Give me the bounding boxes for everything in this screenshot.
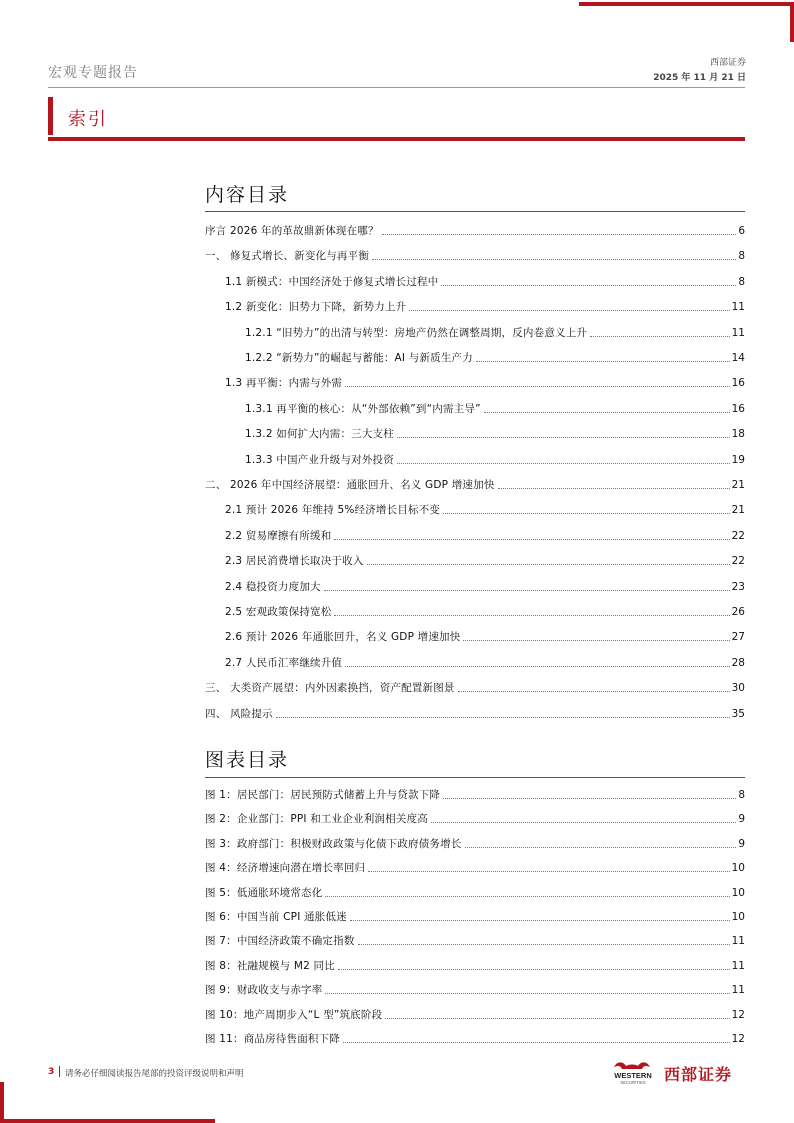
dot-leader (385, 1018, 729, 1019)
dot-leader (324, 590, 730, 591)
dot-leader (367, 564, 730, 565)
corner-decoration-bottom (0, 1119, 215, 1123)
toc-entry[interactable] (225, 578, 745, 594)
figures-title-rule (205, 777, 745, 778)
toc-entry[interactable] (205, 859, 745, 875)
dot-leader (345, 386, 729, 387)
dot-leader (397, 463, 730, 464)
footer-separator (59, 1066, 60, 1077)
entry-title: 2.6 预计 2026 年通胀回升，名义 GDP 增速加快 (225, 631, 461, 644)
dot-leader (465, 847, 737, 848)
entry-title: 图 2：企业部门：PPI 和工业企业利润相关度高 (205, 813, 428, 826)
toc-entry[interactable] (245, 425, 745, 441)
toc-entry[interactable] (225, 374, 745, 390)
entry-title: 图 6：中国当前 CPI 通胀低迷 (205, 911, 347, 923)
entry-page-number: 23 (731, 580, 745, 593)
toc-entry[interactable] (205, 932, 745, 948)
entry-page-number: 21 (731, 504, 745, 517)
entry-page-number: 22 (731, 555, 745, 568)
entry-page-number: 10 (731, 862, 745, 875)
toc-entry[interactable] (205, 705, 745, 721)
entry-title: 2.4 稳投资力度加大 (225, 580, 321, 593)
toc-entry[interactable] (245, 324, 745, 340)
dot-leader (358, 944, 730, 945)
entry-page-number: 21 (731, 479, 745, 491)
entry-page-number: 26 (731, 606, 745, 618)
corner-decoration-bottom-vertical (0, 1082, 4, 1123)
entry-page-number: 16 (731, 377, 745, 390)
dot-leader (382, 234, 737, 235)
entry-title: 1.3 再平衡：内需与外需 (225, 377, 343, 390)
corner-decoration-top (579, 2, 794, 6)
entry-title: 1.1 新模式：中国经济处于修复式增长过程中 (225, 275, 439, 288)
entry-title: 四、 风险提示 (205, 707, 273, 720)
dot-leader (443, 798, 736, 799)
entry-page-number: 22 (731, 529, 745, 542)
toc-entry[interactable] (225, 501, 745, 517)
header-company: 西部证券 (709, 58, 746, 68)
page-number: 3 (48, 1067, 55, 1077)
section-title: 索引 (68, 109, 108, 130)
contents-title: 内容目录 (205, 184, 290, 206)
entry-title: 图 7：中国经济政策不确定指数 (205, 935, 355, 948)
entry-page-number: 27 (731, 631, 745, 644)
toc-entry[interactable] (225, 273, 745, 289)
entry-title: 1.3.3 中国产业升级与对外投资 (245, 453, 394, 466)
dot-leader (334, 615, 729, 616)
entry-title: 图 4：经济增速向潜在增长率回归 (205, 862, 366, 875)
entry-page-number: 11 (731, 984, 745, 997)
entry-title: 1.2.2 “新势力”的崛起与蓄能：AI 与新质生产力 (245, 352, 473, 364)
company-logo (604, 1058, 749, 1086)
entry-page-number: 10 (731, 886, 745, 899)
toc-entry[interactable] (205, 679, 745, 695)
dot-leader (325, 993, 729, 994)
entry-title: 序言 2026 年的革故鼎新体现在哪？ (205, 225, 379, 237)
entry-page-number: 12 (731, 1008, 745, 1021)
entry-page-number: 12 (731, 1033, 745, 1045)
dot-leader (345, 666, 729, 667)
toc-entry[interactable] (225, 527, 745, 543)
dot-leader (343, 1042, 730, 1043)
dot-leader (498, 488, 730, 489)
entry-title: 图 1：居民部门：居民预防式储蓄上升与贷款下降 (205, 789, 441, 801)
dot-leader (590, 336, 729, 337)
entry-page-number: 8 (738, 250, 745, 263)
report-date: 2025 年 11 月 21 日 (653, 73, 746, 83)
dot-leader (409, 310, 729, 311)
entry-page-number: 9 (738, 813, 745, 826)
corner-decoration-top-vertical (790, 2, 794, 42)
entry-page-number: 10 (731, 911, 745, 923)
entry-page-number: 11 (731, 959, 745, 972)
logo-en-bottom: SECURITIES (620, 1080, 646, 1085)
toc-entry[interactable] (205, 835, 745, 851)
entry-page-number: 6 (738, 225, 745, 237)
dot-leader (338, 969, 730, 970)
entry-page-number: 11 (731, 301, 745, 314)
toc-entry[interactable] (205, 476, 745, 492)
entry-page-number: 30 (731, 682, 745, 695)
entry-page-number: 35 (731, 707, 745, 720)
figures-title: 图表目录 (205, 749, 290, 771)
dot-leader (463, 640, 729, 641)
entry-page-number: 19 (731, 453, 745, 466)
toc-entry[interactable] (205, 1030, 745, 1046)
section-underline (48, 137, 745, 141)
toc-entry[interactable] (205, 222, 745, 238)
dot-leader (441, 285, 736, 286)
footer-disclaimer: 请务必仔细阅读报告尾部的投资评级说明和声明 (65, 1069, 244, 1079)
toc-entry[interactable] (205, 247, 745, 263)
dot-leader (325, 896, 729, 897)
toc-entry[interactable] (225, 654, 745, 670)
entry-page-number: 8 (738, 789, 745, 801)
entry-title: 图 3：政府部门：积极财政政策与化债下政府债务增长 (205, 837, 462, 850)
dot-leader (334, 539, 729, 540)
dot-leader (397, 437, 730, 438)
entry-title: 图 5：低通胀环境常态化 (205, 886, 323, 899)
toc-entry[interactable] (245, 400, 745, 416)
entry-page-number: 9 (738, 837, 745, 850)
entry-title: 2.7 人民币汇率继续升值 (225, 656, 343, 669)
bull-logo-icon (604, 1058, 662, 1086)
toc-entry[interactable] (205, 1006, 745, 1022)
toc-entry[interactable] (205, 810, 745, 826)
dot-leader (484, 412, 730, 413)
dot-leader (458, 691, 730, 692)
entry-page-number: 18 (731, 428, 745, 441)
report-category: 宏观专题报告 (48, 65, 138, 81)
entry-page-number: 11 (731, 326, 745, 339)
entry-page-number: 8 (738, 275, 745, 288)
logo-en-top: WESTERN (614, 1071, 652, 1080)
contents-title-rule (205, 211, 745, 212)
toc-entry[interactable] (205, 981, 745, 997)
entry-title: 1.3.2 如何扩大内需：三大支柱 (245, 428, 394, 441)
entry-title: 三、 大类资产展望：内外因素换挡，资产配置新图景 (205, 682, 455, 695)
dot-leader (476, 361, 730, 362)
entry-title: 1.3.1 再平衡的核心：从“外部依赖”到“内需主导” (245, 402, 481, 415)
dot-leader (276, 717, 730, 718)
header-divider (48, 87, 745, 88)
logo-chinese-name: 西部证券 (664, 1065, 733, 1084)
toc-entry[interactable] (205, 957, 745, 973)
toc-entry[interactable] (205, 884, 745, 900)
entry-title: 2.2 贸易摩擦有所缓和 (225, 529, 332, 542)
entry-title: 2.5 宏观政策保持宽松 (225, 606, 332, 618)
toc-entry[interactable] (205, 908, 745, 924)
entry-page-number: 14 (731, 352, 745, 364)
dot-leader (350, 920, 730, 921)
entry-title: 图 9：财政收支与赤字率 (205, 984, 323, 997)
toc-entry[interactable] (245, 451, 745, 467)
entry-title: 2.1 预计 2026 年维持 5%经济增长目标不变 (225, 504, 441, 517)
entry-page-number: 28 (731, 656, 745, 669)
entry-title: 图 11：商品房待售面积下降 (205, 1033, 340, 1045)
entry-title: 图 8：社融规模与 M2 同比 (205, 959, 335, 972)
toc-entry[interactable] (205, 786, 745, 802)
toc-entry[interactable] (245, 349, 745, 365)
entry-title: 2.3 居民消费增长取决于收入 (225, 555, 364, 568)
dot-leader (368, 871, 729, 872)
entry-title: 1.2 新变化：旧势力下降，新势力上升 (225, 301, 407, 314)
dot-leader (431, 822, 736, 823)
toc-entry[interactable] (225, 603, 745, 619)
toc-entry[interactable] (225, 628, 745, 644)
entry-title: 二、 2026 年中国经济展望：通胀回升、名义 GDP 增速加快 (205, 479, 495, 491)
entry-page-number: 11 (731, 935, 745, 948)
dot-leader (372, 259, 736, 260)
section-header (48, 97, 745, 135)
dot-leader (443, 513, 729, 514)
entry-title: 一、 修复式增长、新变化与再平衡 (205, 250, 370, 263)
toc-entry[interactable] (225, 298, 745, 314)
entry-title: 1.2.1 “旧势力”的出清与转型：房地产仍然在调整周期，反内卷意义上升 (245, 326, 588, 339)
entry-title: 图 10：地产周期步入“L 型”筑底阶段 (205, 1008, 383, 1021)
toc-entry[interactable] (225, 552, 745, 568)
entry-page-number: 16 (731, 402, 745, 415)
